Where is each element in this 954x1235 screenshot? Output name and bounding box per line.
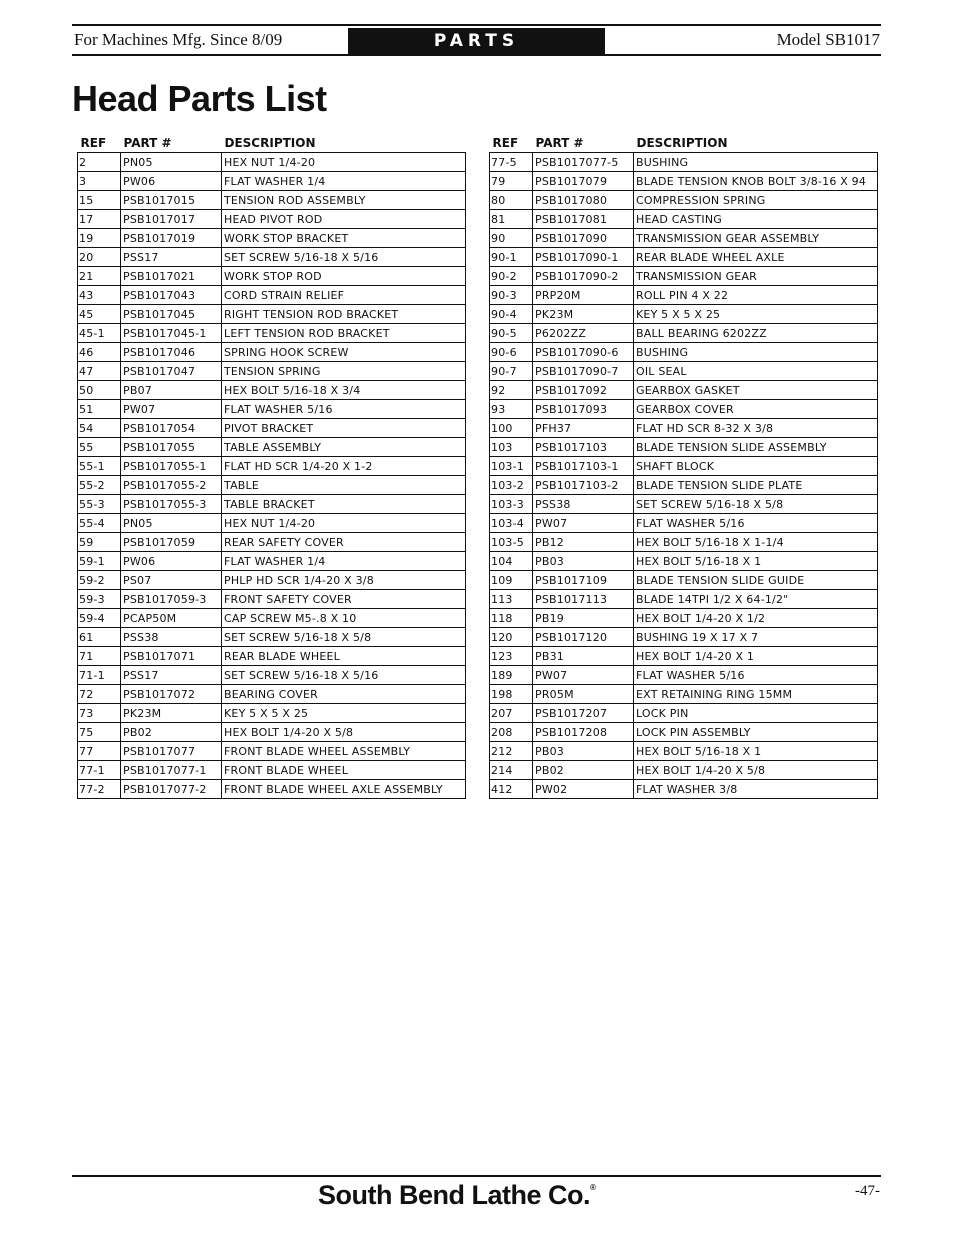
- cell-description: HEX BOLT 5/16-18 X 1: [634, 742, 878, 761]
- cell-description: COMPRESSION SPRING: [634, 191, 878, 210]
- cell-part-number: PB19: [533, 609, 634, 628]
- cell-ref: 19: [78, 229, 121, 248]
- cell-ref: 189: [490, 666, 533, 685]
- table-row: [490, 647, 878, 666]
- table-row: [490, 381, 878, 400]
- cell-description: HEAD PIVOT ROD: [222, 210, 466, 229]
- cell-ref: 51: [78, 400, 121, 419]
- cell-ref: 59-2: [78, 571, 121, 590]
- cell-part-number: PSB1017021: [121, 267, 222, 286]
- cell-ref: 54: [78, 419, 121, 438]
- cell-part-number: PR05M: [533, 685, 634, 704]
- cell-description: BLADE TENSION SLIDE ASSEMBLY: [634, 438, 878, 457]
- cell-description: TABLE ASSEMBLY: [222, 438, 466, 457]
- table-row: [490, 286, 878, 305]
- cell-part-number: PSB1017072: [121, 685, 222, 704]
- cell-ref: 90-6: [490, 343, 533, 362]
- cell-part-number: PW07: [121, 400, 222, 419]
- table-row: [78, 476, 466, 495]
- cell-ref: 77-2: [78, 780, 121, 799]
- cell-ref: 20: [78, 248, 121, 267]
- cell-ref: 90-5: [490, 324, 533, 343]
- cell-ref: 90-1: [490, 248, 533, 267]
- cell-description: FLAT WASHER 5/16: [222, 400, 466, 419]
- table-row: [78, 590, 466, 609]
- table-row: [490, 742, 878, 761]
- cell-ref: 90-2: [490, 267, 533, 286]
- table-row: [78, 343, 466, 362]
- table-row: [78, 210, 466, 229]
- cell-part-number: PSS17: [121, 666, 222, 685]
- table-row: [78, 685, 466, 704]
- cell-description: BUSHING: [634, 153, 878, 172]
- cell-part-number: PSB1017080: [533, 191, 634, 210]
- cell-description: BLADE TENSION SLIDE PLATE: [634, 476, 878, 495]
- table-row: [490, 191, 878, 210]
- cell-part-number: PW06: [121, 552, 222, 571]
- table-row: [78, 324, 466, 343]
- cell-part-number: PW07: [533, 666, 634, 685]
- cell-ref: 2: [78, 153, 121, 172]
- table-row: [78, 400, 466, 419]
- table-row: [78, 419, 466, 438]
- table-row: [78, 381, 466, 400]
- cell-ref: 103-2: [490, 476, 533, 495]
- cell-part-number: PW02: [533, 780, 634, 799]
- table-row: [490, 533, 878, 552]
- cell-description: FLAT HD SCR 1/4-20 X 1-2: [222, 457, 466, 476]
- cell-ref: 55-2: [78, 476, 121, 495]
- table-row: [490, 267, 878, 286]
- cell-part-number: PSB1017071: [121, 647, 222, 666]
- cell-ref: 103-1: [490, 457, 533, 476]
- cell-description: WORK STOP BRACKET: [222, 229, 466, 248]
- cell-description: HEX BOLT 5/16-18 X 3/4: [222, 381, 466, 400]
- cell-description: TRANSMISSION GEAR: [634, 267, 878, 286]
- cell-part-number: PSB1017055: [121, 438, 222, 457]
- cell-description: BEARING COVER: [222, 685, 466, 704]
- cell-part-number: PCAP50M: [121, 609, 222, 628]
- cell-part-number: PSB1017208: [533, 723, 634, 742]
- cell-part-number: PSB1017059-3: [121, 590, 222, 609]
- cell-part-number: PSB1017109: [533, 571, 634, 590]
- parts-table-right: [489, 131, 878, 799]
- cell-part-number: PSB1017207: [533, 704, 634, 723]
- cell-part-number: PSB1017077-5: [533, 153, 634, 172]
- cell-part-number: PSB1017113: [533, 590, 634, 609]
- cell-part-number: PSB1017090-1: [533, 248, 634, 267]
- cell-part-number: PB02: [121, 723, 222, 742]
- table-row: [490, 400, 878, 419]
- table-header-row: [78, 131, 466, 153]
- cell-description: TRANSMISSION GEAR ASSEMBLY: [634, 229, 878, 248]
- cell-description: FLAT HD SCR 8-32 X 3/8: [634, 419, 878, 438]
- cell-description: FLAT WASHER 5/16: [634, 666, 878, 685]
- cell-ref: 100: [490, 419, 533, 438]
- table-row: [78, 552, 466, 571]
- page-number: -47-: [855, 1183, 880, 1199]
- table-row: [78, 495, 466, 514]
- column-header-description: DESCRIPTION: [636, 136, 728, 150]
- cell-description: BALL BEARING 6202ZZ: [634, 324, 878, 343]
- cell-ref: 77-1: [78, 761, 121, 780]
- table-row: [78, 723, 466, 742]
- cell-part-number: PSB1017043: [121, 286, 222, 305]
- table-row: [78, 362, 466, 381]
- cell-description: BLADE 14TPI 1/2 X 64-1/2": [634, 590, 878, 609]
- table-row: [78, 571, 466, 590]
- cell-description: PIVOT BRACKET: [222, 419, 466, 438]
- cell-ref: 15: [78, 191, 121, 210]
- cell-ref: 46: [78, 343, 121, 362]
- cell-part-number: PSB1017046: [121, 343, 222, 362]
- cell-part-number: PSB1017103: [533, 438, 634, 457]
- table-row: [490, 495, 878, 514]
- cell-ref: 45: [78, 305, 121, 324]
- cell-description: ROLL PIN 4 X 22: [634, 286, 878, 305]
- cell-ref: 73: [78, 704, 121, 723]
- cell-ref: 118: [490, 609, 533, 628]
- cell-ref: 93: [490, 400, 533, 419]
- table-row: [78, 647, 466, 666]
- cell-description: SET SCREW 5/16-18 X 5/16: [222, 666, 466, 685]
- cell-ref: 3: [78, 172, 121, 191]
- cell-ref: 17: [78, 210, 121, 229]
- cell-ref: 77: [78, 742, 121, 761]
- header-machines-note: For Machines Mfg. Since 8/09: [74, 30, 283, 49]
- table-row: [490, 609, 878, 628]
- cell-part-number: PB12: [533, 533, 634, 552]
- column-header-ref: REF: [80, 136, 107, 150]
- table-row: [78, 286, 466, 305]
- table-row: [490, 343, 878, 362]
- cell-part-number: PSB1017054: [121, 419, 222, 438]
- cell-ref: 43: [78, 286, 121, 305]
- parts-table-left-body: [78, 153, 466, 799]
- cell-part-number: PSB1017055-1: [121, 457, 222, 476]
- cell-ref: 103-4: [490, 514, 533, 533]
- cell-description: REAR SAFETY COVER: [222, 533, 466, 552]
- table-row: [78, 533, 466, 552]
- header-section-label: PARTS: [348, 28, 605, 54]
- cell-description: GEARBOX COVER: [634, 400, 878, 419]
- cell-ref: 103-5: [490, 533, 533, 552]
- table-row: [490, 229, 878, 248]
- cell-description: HEX BOLT 5/16-18 X 1: [634, 552, 878, 571]
- cell-part-number: PB02: [533, 761, 634, 780]
- cell-ref: 81: [490, 210, 533, 229]
- cell-part-number: PSB1017015: [121, 191, 222, 210]
- table-header-row: [490, 131, 878, 153]
- table-row: [490, 780, 878, 799]
- column-header-part: PART #: [123, 136, 172, 150]
- cell-ref: 77-5: [490, 153, 533, 172]
- cell-ref: 72: [78, 685, 121, 704]
- cell-description: GEARBOX GASKET: [634, 381, 878, 400]
- cell-ref: 61: [78, 628, 121, 647]
- cell-ref: 50: [78, 381, 121, 400]
- cell-description: KEY 5 X 5 X 25: [634, 305, 878, 324]
- cell-ref: 55: [78, 438, 121, 457]
- cell-description: HEX BOLT 1/4-20 X 1: [634, 647, 878, 666]
- cell-part-number: PB07: [121, 381, 222, 400]
- cell-part-number: PRP20M: [533, 286, 634, 305]
- cell-part-number: PS07: [121, 571, 222, 590]
- table-row: [78, 742, 466, 761]
- brand-logo: [318, 1180, 595, 1211]
- cell-description: FLAT WASHER 5/16: [634, 514, 878, 533]
- cell-description: EXT RETAINING RING 15MM: [634, 685, 878, 704]
- cell-ref: 45-1: [78, 324, 121, 343]
- cell-description: TENSION ROD ASSEMBLY: [222, 191, 466, 210]
- cell-part-number: PSB1017081: [533, 210, 634, 229]
- cell-part-number: PK23M: [533, 305, 634, 324]
- cell-part-number: PSB1017092: [533, 381, 634, 400]
- cell-description: HEAD CASTING: [634, 210, 878, 229]
- cell-part-number: PSB1017090: [533, 229, 634, 248]
- cell-ref: 214: [490, 761, 533, 780]
- cell-ref: 75: [78, 723, 121, 742]
- cell-part-number: PSB1017055-2: [121, 476, 222, 495]
- cell-ref: 123: [490, 647, 533, 666]
- cell-description: FRONT BLADE WHEEL: [222, 761, 466, 780]
- cell-part-number: PSB1017077-2: [121, 780, 222, 799]
- cell-part-number: PSB1017077: [121, 742, 222, 761]
- table-row: [490, 761, 878, 780]
- cell-ref: 80: [490, 191, 533, 210]
- cell-ref: 90-4: [490, 305, 533, 324]
- cell-part-number: PSB1017077-1: [121, 761, 222, 780]
- cell-ref: 104: [490, 552, 533, 571]
- cell-description: HEX NUT 1/4-20: [222, 153, 466, 172]
- cell-description: TABLE: [222, 476, 466, 495]
- table-row: [490, 514, 878, 533]
- cell-part-number: PB31: [533, 647, 634, 666]
- table-row: [78, 248, 466, 267]
- table-row: [78, 191, 466, 210]
- cell-description: SPRING HOOK SCREW: [222, 343, 466, 362]
- table-row: [490, 590, 878, 609]
- table-row: [78, 514, 466, 533]
- cell-description: PHLP HD SCR 1/4-20 X 3/8: [222, 571, 466, 590]
- cell-part-number: PW06: [121, 172, 222, 191]
- cell-description: TENSION SPRING: [222, 362, 466, 381]
- cell-ref: 103: [490, 438, 533, 457]
- cell-ref: 208: [490, 723, 533, 742]
- cell-part-number: PFH37: [533, 419, 634, 438]
- table-row: [78, 780, 466, 799]
- registered-mark: ®: [589, 1183, 596, 1192]
- table-row: [490, 571, 878, 590]
- table-row: [490, 153, 878, 172]
- footer-rule: [72, 1175, 881, 1177]
- table-row: [78, 666, 466, 685]
- cell-description: FLAT WASHER 3/8: [634, 780, 878, 799]
- cell-part-number: PB03: [533, 552, 634, 571]
- cell-ref: 90-3: [490, 286, 533, 305]
- table-row: [490, 305, 878, 324]
- cell-ref: 90-7: [490, 362, 533, 381]
- cell-description: LOCK PIN ASSEMBLY: [634, 723, 878, 742]
- cell-description: SET SCREW 5/16-18 X 5/16: [222, 248, 466, 267]
- cell-ref: 212: [490, 742, 533, 761]
- cell-description: SET SCREW 5/16-18 X 5/8: [222, 628, 466, 647]
- cell-description: BUSHING: [634, 343, 878, 362]
- table-row: [78, 153, 466, 172]
- table-row: [78, 229, 466, 248]
- cell-part-number: PSB1017093: [533, 400, 634, 419]
- header-bottom-rule: [72, 54, 881, 56]
- cell-part-number: PN05: [121, 514, 222, 533]
- table-row: [490, 362, 878, 381]
- parts-table-left: [77, 131, 466, 799]
- table-row: [78, 267, 466, 286]
- cell-ref: 92: [490, 381, 533, 400]
- page-title: Head Parts List: [72, 78, 327, 119]
- cell-part-number: PN05: [121, 153, 222, 172]
- cell-description: FRONT BLADE WHEEL AXLE ASSEMBLY: [222, 780, 466, 799]
- cell-description: KEY 5 X 5 X 25: [222, 704, 466, 723]
- cell-description: REAR BLADE WHEEL AXLE: [634, 248, 878, 267]
- cell-part-number: PSB1017120: [533, 628, 634, 647]
- cell-part-number: PSS38: [533, 495, 634, 514]
- table-row: [78, 172, 466, 191]
- cell-ref: 90: [490, 229, 533, 248]
- cell-description: HEX BOLT 1/4-20 X 1/2: [634, 609, 878, 628]
- cell-description: SET SCREW 5/16-18 X 5/8: [634, 495, 878, 514]
- cell-ref: 109: [490, 571, 533, 590]
- column-header-part: PART #: [535, 136, 584, 150]
- cell-description: FLAT WASHER 1/4: [222, 552, 466, 571]
- cell-part-number: PB03: [533, 742, 634, 761]
- cell-ref: 71: [78, 647, 121, 666]
- table-row: [490, 552, 878, 571]
- cell-description: HEX BOLT 5/16-18 X 1-1/4: [634, 533, 878, 552]
- cell-ref: 59: [78, 533, 121, 552]
- table-row: [490, 666, 878, 685]
- cell-ref: 59-4: [78, 609, 121, 628]
- cell-part-number: PSS38: [121, 628, 222, 647]
- table-row: [490, 210, 878, 229]
- cell-description: BLADE TENSION SLIDE GUIDE: [634, 571, 878, 590]
- cell-ref: 120: [490, 628, 533, 647]
- cell-description: HEX BOLT 1/4-20 X 5/8: [634, 761, 878, 780]
- table-row: [78, 609, 466, 628]
- cell-description: FRONT SAFETY COVER: [222, 590, 466, 609]
- cell-part-number: PSB1017090-6: [533, 343, 634, 362]
- cell-part-number: PSB1017103-1: [533, 457, 634, 476]
- table-row: [78, 628, 466, 647]
- cell-part-number: PSS17: [121, 248, 222, 267]
- cell-ref: 103-3: [490, 495, 533, 514]
- cell-description: RIGHT TENSION ROD BRACKET: [222, 305, 466, 324]
- cell-part-number: PSB1017019: [121, 229, 222, 248]
- cell-description: HEX NUT 1/4-20: [222, 514, 466, 533]
- table-row: [490, 324, 878, 343]
- cell-ref: 55-4: [78, 514, 121, 533]
- cell-ref: 412: [490, 780, 533, 799]
- table-row: [490, 248, 878, 267]
- cell-part-number: PK23M: [121, 704, 222, 723]
- cell-description: BLADE TENSION KNOB BOLT 3/8-16 X 94: [634, 172, 878, 191]
- table-row: [78, 761, 466, 780]
- column-header-description: DESCRIPTION: [224, 136, 316, 150]
- cell-ref: 71-1: [78, 666, 121, 685]
- cell-part-number: PSB1017090-2: [533, 267, 634, 286]
- cell-part-number: PSB1017103-2: [533, 476, 634, 495]
- cell-ref: 59-1: [78, 552, 121, 571]
- table-row: [490, 457, 878, 476]
- cell-part-number: PSB1017059: [121, 533, 222, 552]
- table-row: [490, 723, 878, 742]
- header-top-rule: [72, 24, 881, 26]
- table-row: [490, 685, 878, 704]
- cell-description: FLAT WASHER 1/4: [222, 172, 466, 191]
- cell-description: CORD STRAIN RELIEF: [222, 286, 466, 305]
- table-row: [490, 476, 878, 495]
- cell-description: OIL SEAL: [634, 362, 878, 381]
- cell-description: LOCK PIN: [634, 704, 878, 723]
- table-row: [78, 704, 466, 723]
- table-row: [490, 419, 878, 438]
- cell-ref: 21: [78, 267, 121, 286]
- table-row: [490, 172, 878, 191]
- table-row: [490, 628, 878, 647]
- cell-ref: 55-1: [78, 457, 121, 476]
- cell-part-number: PSB1017090-7: [533, 362, 634, 381]
- brand-name: South Bend Lathe Co.: [318, 1180, 590, 1210]
- table-row: [78, 438, 466, 457]
- cell-description: CAP SCREW M5-.8 X 10: [222, 609, 466, 628]
- cell-ref: 113: [490, 590, 533, 609]
- cell-description: SHAFT BLOCK: [634, 457, 878, 476]
- cell-ref: 59-3: [78, 590, 121, 609]
- cell-ref: 198: [490, 685, 533, 704]
- cell-description: TABLE BRACKET: [222, 495, 466, 514]
- cell-part-number: P6202ZZ: [533, 324, 634, 343]
- cell-ref: 47: [78, 362, 121, 381]
- table-row: [78, 457, 466, 476]
- table-row: [490, 438, 878, 457]
- cell-description: WORK STOP ROD: [222, 267, 466, 286]
- cell-description: BUSHING 19 X 17 X 7: [634, 628, 878, 647]
- cell-description: FRONT BLADE WHEEL ASSEMBLY: [222, 742, 466, 761]
- cell-part-number: PSB1017045: [121, 305, 222, 324]
- header-model-label: Model SB1017: [776, 30, 880, 49]
- cell-part-number: PSB1017047: [121, 362, 222, 381]
- cell-ref: 207: [490, 704, 533, 723]
- cell-description: REAR BLADE WHEEL: [222, 647, 466, 666]
- cell-part-number: PW07: [533, 514, 634, 533]
- cell-ref: 55-3: [78, 495, 121, 514]
- table-row: [78, 305, 466, 324]
- cell-part-number: PSB1017055-3: [121, 495, 222, 514]
- cell-part-number: PSB1017017: [121, 210, 222, 229]
- cell-description: HEX BOLT 1/4-20 X 5/8: [222, 723, 466, 742]
- table-row: [490, 704, 878, 723]
- parts-table-right-body: [490, 153, 878, 799]
- cell-part-number: PSB1017045-1: [121, 324, 222, 343]
- cell-part-number: PSB1017079: [533, 172, 634, 191]
- cell-description: LEFT TENSION ROD BRACKET: [222, 324, 466, 343]
- cell-ref: 79: [490, 172, 533, 191]
- column-header-ref: REF: [492, 136, 519, 150]
